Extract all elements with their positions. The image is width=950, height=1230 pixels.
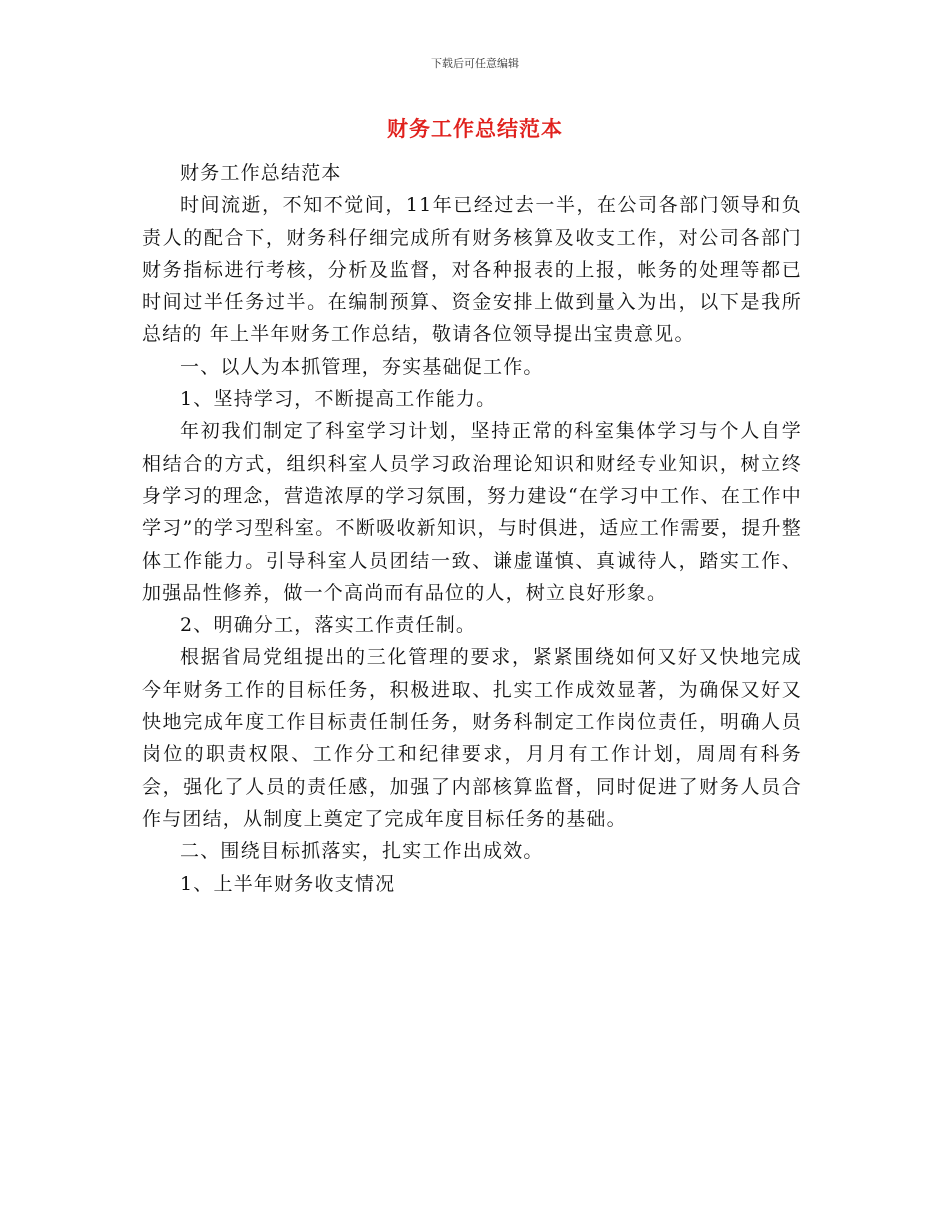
document-body — [142, 157, 802, 900]
paragraph-responsibility: 根据省局党组提出的三化管理的要求，紧紧围绕如何又好又快地完成今年财务工作的目标任务，积极进取、扎实工作成效显著，为确保又好又快地完成年度工作目标责任制任务，财务科制定工作岗位责任，明确人员岗位的职责权限、工作分工和纪律要求，月月有工作计划，周周有科务会，强化了人员的责任感，加强了内部核算监督，同时促进了财务人员合作与团结，从制度上奠定了完成年度目标任务的基础。 — [142, 646, 802, 830]
subsection-heading-2-1: 1、上半年财务收支情况 — [180, 872, 396, 895]
section-heading-2: 二、围绕目标抓落实，扎实工作出成效。 — [180, 840, 544, 863]
paragraph-study: 年初我们制定了科室学习计划，坚持正常的科室集体学习与个人自学相结合的方式，组织科室人员学习政治理论知识和财经专业知识，树立终身学习的理念，营造浓厚的学习氛围，努力建设“在学习中工作、在工作中学习”的学习型科室。不断吸收新知识，与时俱进，适应工作需要，提升整体工作能力。引导科室人员团结一致、谦虚谨慎、真诚待人，踏实工作、加强品性修养，做一个高尚而有品位的人，树立良好形象。 — [142, 420, 802, 604]
subsection-heading-1-2: 2、明确分工，落实工作责任制。 — [180, 614, 477, 637]
header-note: 下载后可任意编辑 — [431, 57, 519, 70]
paragraph-intro: 时间流逝，不知不觉间，11年已经过去一半，在公司各部门领导和负责人的配合下，财务科仔细完成所有财务核算及收支工作，对公司各部门财务指标进行考核，分析及监督，对各种报表的上报，帐务的处理等都已时间过半任务过半。在编制预算、资金安排上做到量入为出，以下是我所总结的 年上半年财务工作总结，敬请各位领导提出宝贵意见。 — [142, 194, 802, 346]
document-title: 财务工作总结范本 — [387, 117, 563, 141]
section-heading-1: 一、以人为本抓管理，夯实基础促工作。 — [180, 355, 544, 378]
subsection-heading-1-1: 1、坚持学习，不断提高工作能力。 — [180, 388, 497, 411]
paragraph-subtitle: 财务工作总结范本 — [180, 162, 342, 184]
